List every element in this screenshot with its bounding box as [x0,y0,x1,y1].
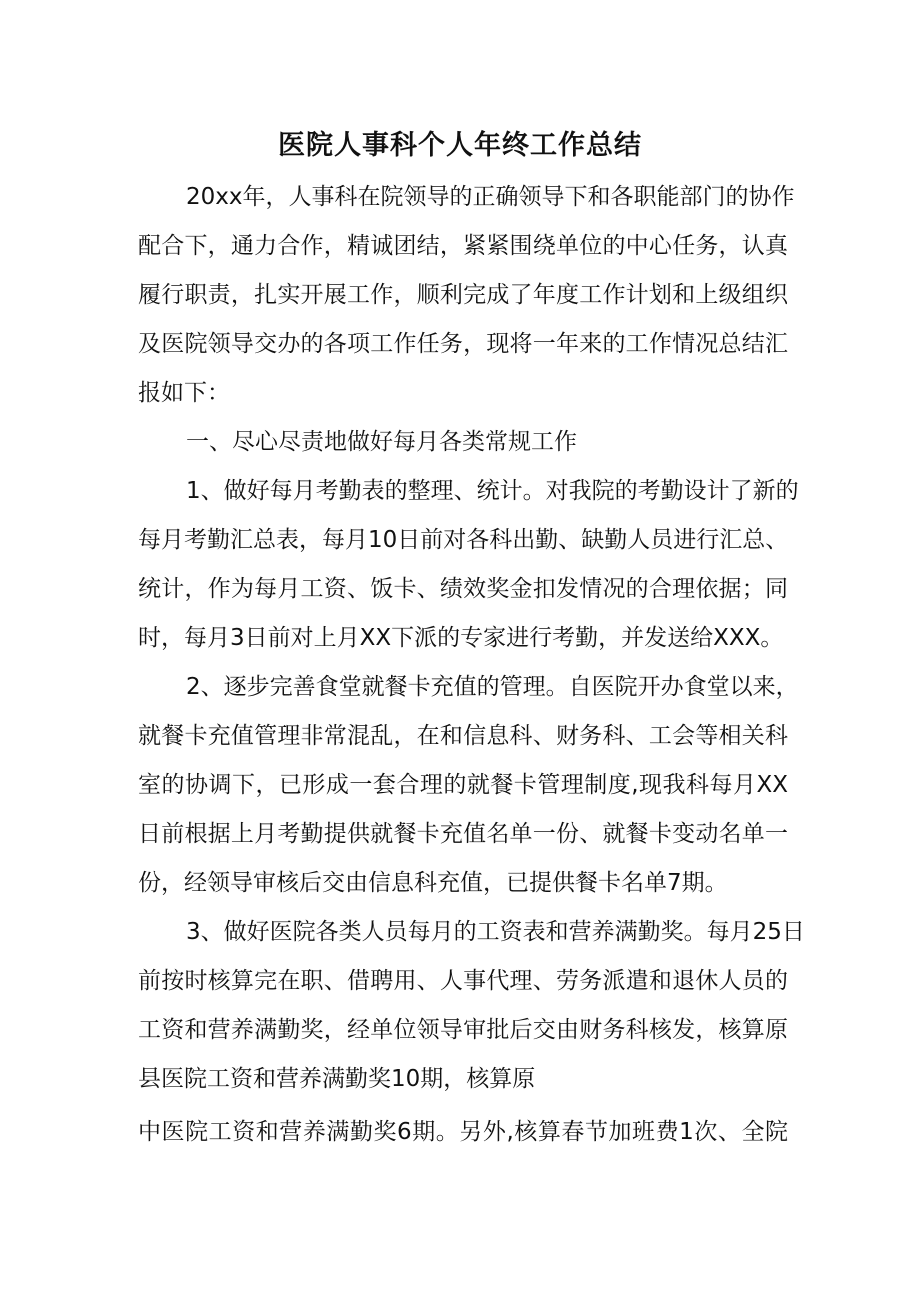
paragraph-line: 前按时核算完在职、借聘用、人事代理、劳务派遣和退休人员的 [138,968,788,994]
paragraph-line: 3、做好医院各类人员每月的工资表和营养满勤奖。每月25日 [186,919,805,945]
paragraph-line: 每月考勤汇总表，每月10日前对各科出勤、缺勤人员进行汇总、 [138,527,789,553]
paragraph-line: 配合下，通力合作，精诚团结，紧紧围绕单位的中心任务，认真 [138,233,788,259]
section-heading: 一、尽心尽责地做好每月各类常规工作 [186,429,577,455]
paragraph-line: 履行职责，扎实开展工作，顺利完成了年度工作计划和上级组织 [138,282,788,308]
paragraph-line: 工资和营养满勤奖，经单位领导审批后交由财务科核发，核算原 [138,1017,788,1043]
paragraph-line: 中医院工资和营养满勤奖6期。另外,核算春节加班费1次、全院 [138,1119,788,1145]
paragraph-line: 及医院领导交办的各项工作任务，现将一年来的工作情况总结汇 [138,331,788,357]
paragraph-line: 县医院工资和营养满勤奖10期，核算原 [138,1066,536,1092]
paragraph-line: 日前根据上月考勤提供就餐卡充值名单一份、就餐卡变动名单一 [138,821,788,847]
paragraph-line: 2、逐步完善食堂就餐卡充值的管理。自医院开办食堂以来， [186,674,799,700]
paragraph-line: 份，经领导审核后交由信息科充值，已提供餐卡名单7期。 [138,870,728,896]
document-title: 医院人事科个人年终工作总结 [278,130,642,161]
paragraph-line: 就餐卡充值管理非常混乱，在和信息科、财务科、工会等相关科 [138,723,788,749]
paragraph-line: 1、做好每月考勤表的整理、统计。对我院的考勤设计了新的 [186,478,799,504]
paragraph-line: 统计，作为每月工资、饭卡、绩效奖金扣发情况的合理依据；同 [138,576,788,602]
paragraph-line: 报如下： [138,380,230,406]
paragraph-line: 室的协调下，已形成一套合理的就餐卡管理制度,现我科每月XX [138,772,788,798]
paragraph-line: 20xx年，人事科在院领导的正确领导下和各职能部门的协作 [186,184,795,210]
paragraph-line: 时，每月3日前对上月XX下派的专家进行考勤，并发送给XXX。 [138,625,784,651]
